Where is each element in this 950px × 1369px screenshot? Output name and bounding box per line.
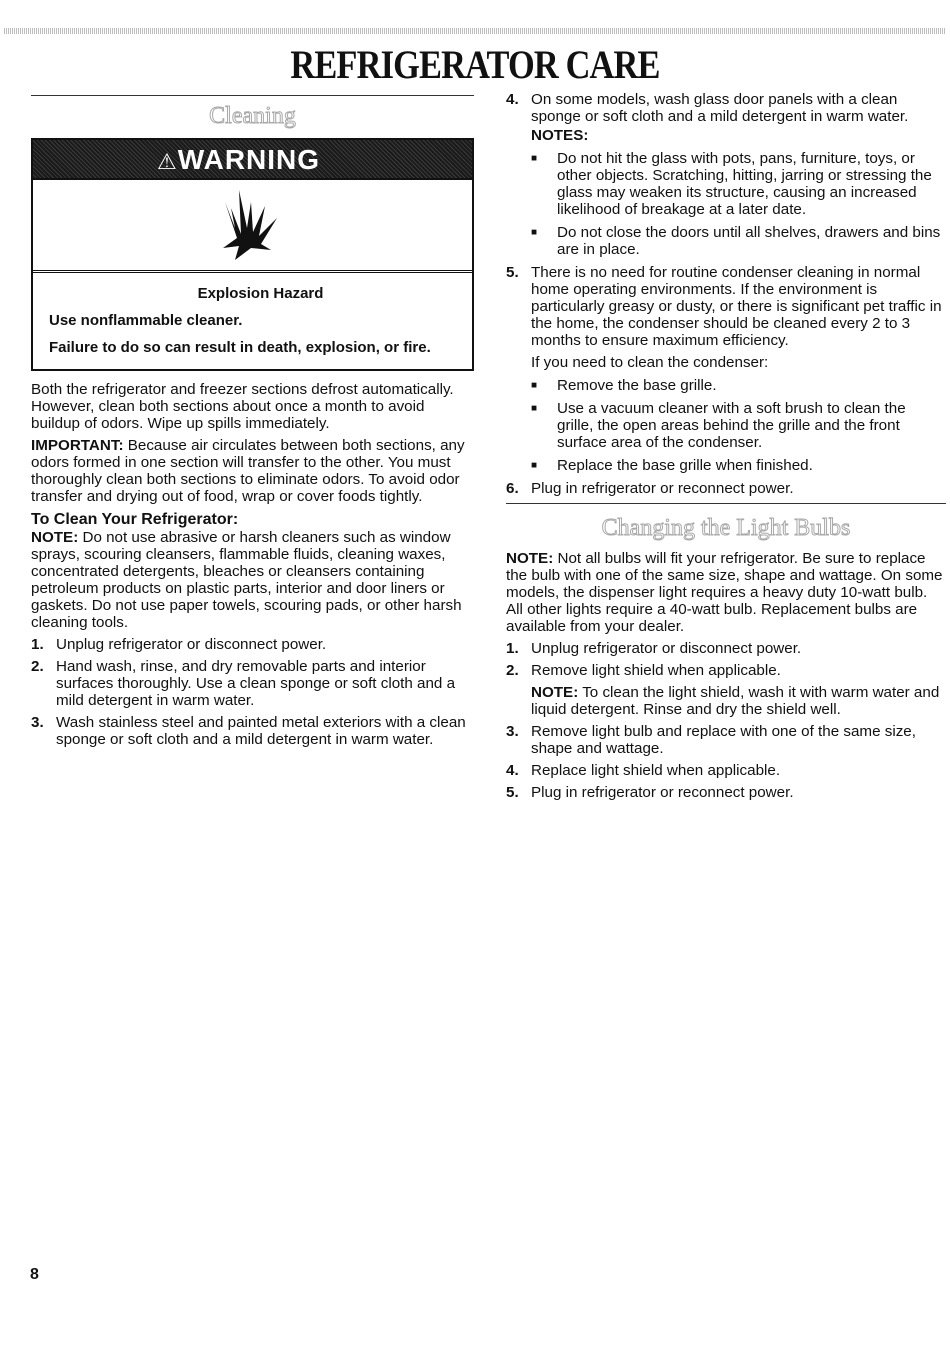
- section-divider: [31, 95, 474, 96]
- step-text: Plug in refrigerator or reconnect power.: [531, 480, 794, 497]
- step-text: On some models, wash glass door panels with a clean sponge or soft cloth and a mild detergent in warm water.: [531, 91, 909, 125]
- cleaner-note: [31, 529, 474, 631]
- glass-note: Do not close the doors until all shelves, drawers and bins are in place.: [557, 224, 941, 258]
- step-text: Unplug refrigerator or disconnect power.: [56, 636, 327, 653]
- list-item: [531, 150, 946, 218]
- list-item: [31, 714, 474, 748]
- list-item: [506, 640, 946, 657]
- step-text: Plug in refrigerator or reconnect power.: [531, 784, 794, 801]
- square-bullet-icon: ■: [531, 227, 538, 238]
- condenser-step: Use a vacuum cleaner with a soft brush to clean the grille, the open areas behind the grille and the front surface area of the condenser.: [557, 400, 906, 451]
- list-item: [531, 457, 946, 474]
- warning-line-1: Use nonflammable cleaner.: [49, 312, 243, 329]
- page-title: REFRIGERATOR CARE: [290, 42, 660, 87]
- step-number: 3.: [506, 723, 519, 740]
- left-column: [31, 95, 474, 753]
- explosion-image-area: [33, 180, 472, 273]
- list-item: [531, 224, 946, 258]
- important-label: IMPORTANT:: [31, 437, 124, 454]
- list-item: [506, 91, 946, 125]
- warning-triangle-icon: ⚠: [157, 149, 178, 174]
- note-label: NOTE:: [531, 684, 579, 701]
- list-item: [506, 723, 946, 757]
- glass-note: Do not hit the glass with pots, pans, furniture, toys, or other objects. Scratching, hitting, jarring or stressing the glass may weaken its structure, causing an increased likelihood of breakage at a later date.: [557, 150, 932, 218]
- right-column: [506, 91, 946, 806]
- important-paragraph: [31, 437, 474, 505]
- step-number: 4.: [506, 91, 519, 108]
- step-text: There is no need for routine condenser cleaning in normal home operating environments. If the environment is particularly greasy or dusty, or there is significant pet traffic in the home, the condenser should be cleaned every 2 to 3 months to ensure maximum efficiency.: [531, 264, 942, 349]
- step-number: 3.: [31, 714, 44, 731]
- square-bullet-icon: ■: [531, 403, 538, 414]
- list-item: [31, 658, 474, 709]
- step-number: 2.: [506, 662, 519, 679]
- step-number: 5.: [506, 264, 519, 281]
- top-hatched-rule: [4, 28, 946, 34]
- bulbs-heading: Changing the Light Bulbs: [601, 515, 851, 541]
- list-item: [531, 400, 946, 451]
- warning-line-2: Failure to do so can result in death, explosion, or fire.: [49, 339, 431, 356]
- warning-hazard-title: Explosion Hazard: [197, 285, 324, 302]
- square-bullet-icon: ■: [531, 380, 538, 391]
- bulbs-note: [506, 550, 946, 635]
- warning-box: [31, 138, 474, 371]
- note-text: To clean the light shield, wash it with warm water and liquid detergent. Rinse and dry the shield well.: [531, 684, 940, 718]
- note-text: Do not use abrasive or harsh cleaners such as window sprays, scouring cleansers, flammable fluids, cleaning waxes, concentrated detergents, bleaches or cleansers containing petroleum products on plastic parts, interior and door liners or gaskets. Do not use paper towels, scouring pads, or other harsh cleaning tools.: [31, 529, 462, 631]
- list-item: [506, 264, 946, 349]
- step-number: 2.: [31, 658, 44, 675]
- step-text: Remove light bulb and replace with one of the same size, shape and wattage.: [531, 723, 916, 757]
- warning-text: [33, 273, 472, 369]
- note-label: NOTE:: [31, 529, 79, 546]
- list-item: [506, 662, 946, 679]
- step-number: 6.: [506, 480, 519, 497]
- note-label: NOTE:: [506, 550, 554, 567]
- important-text: Because air circulates between both sections, any odors formed in one section will transfer to the other. You must thoroughly clean both sections to eliminate odors. To avoid odor transfer and drying out of food, wrap or cover foods tightly.: [31, 437, 465, 505]
- list-item: [31, 636, 474, 653]
- step-text: Wash stainless steel and painted metal exteriors with a clean sponge or soft cloth and a mild detergent in warm water.: [56, 714, 466, 748]
- step-text: Unplug refrigerator or disconnect power.: [531, 640, 802, 657]
- page-number: 8: [30, 1266, 39, 1283]
- list-item: [531, 377, 946, 394]
- note-text: Not all bulbs will fit your refrigerator. Be sure to replace the bulb with one of the same size, shape and wattage. On some models, the dispenser light requires a heavy duty 10-watt bulb. All other lights require a 40-watt bulb. Replacement bulbs are available from your dealer.: [506, 550, 943, 635]
- step-text: Hand wash, rinse, and dry removable parts and interior surfaces thoroughly. Use a clean sponge or soft cloth and a mild detergent in warm water.: [56, 658, 456, 709]
- step-number: 1.: [506, 640, 519, 657]
- step-text: Remove light shield when applicable.: [531, 662, 781, 679]
- clean-subheading: To Clean Your Refrigerator:: [31, 511, 239, 528]
- square-bullet-icon: ■: [531, 460, 538, 471]
- defrost-intro: Both the refrigerator and freezer sections defrost automatically. However, clean both sections about once a month to avoid buildup of odors. Wipe up spills immediately.: [31, 381, 454, 432]
- list-item: [506, 480, 946, 497]
- square-bullet-icon: ■: [531, 153, 538, 164]
- explosion-icon: [221, 188, 281, 260]
- warning-banner: [33, 140, 472, 180]
- shield-note: [531, 684, 946, 718]
- condenser-step: Remove the base grille.: [557, 377, 717, 394]
- step-number: 1.: [31, 636, 44, 653]
- list-item: [506, 784, 946, 801]
- warning-label: WARNING: [177, 144, 321, 175]
- list-item: [506, 762, 946, 779]
- condenser-intro: If you need to clean the condenser:: [531, 354, 769, 371]
- step-number: 5.: [506, 784, 519, 801]
- step-number: 4.: [506, 762, 519, 779]
- notes-label: NOTES:: [531, 127, 589, 144]
- condenser-step: Replace the base grille when finished.: [557, 457, 813, 474]
- section-divider: [506, 503, 946, 504]
- step-text: Replace light shield when applicable.: [531, 762, 781, 779]
- cleaning-heading: Cleaning: [209, 103, 296, 129]
